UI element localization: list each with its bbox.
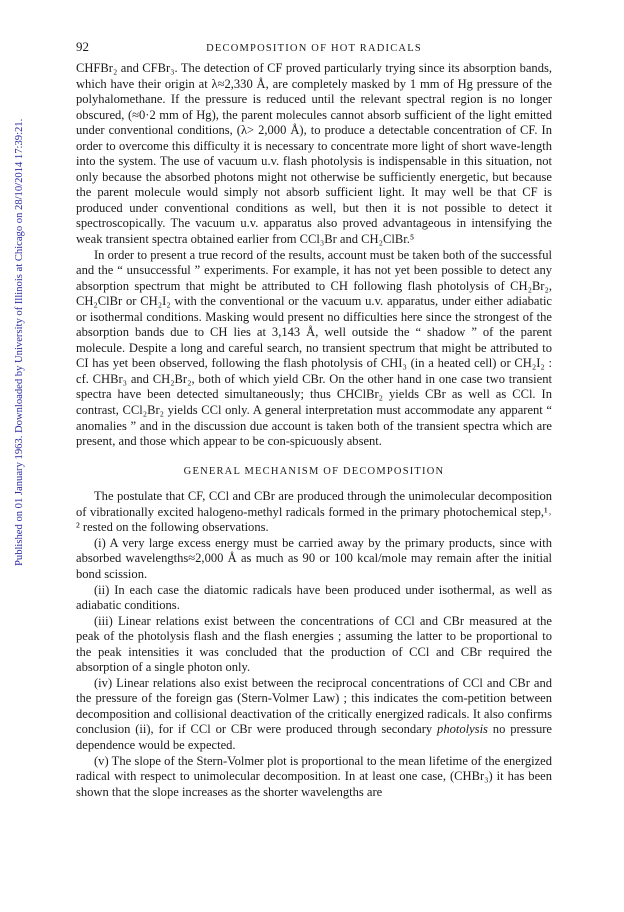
page-header	[76, 39, 552, 61]
paragraph-tail: no pressure dependence would be expected.	[76, 722, 552, 752]
paragraph: (i) A very large excess energy must be carried away by the primary products, since with absorbed wavelengths≈2,000 Å as much as 90 or 100 kcal/mole may remain after the initial bond scission.	[76, 535, 552, 581]
paragraph	[76, 676, 552, 754]
paragraph: (ii) In each case the diatomic radicals have been produced under isothermal, as well as adiabatic conditions.	[76, 582, 552, 613]
paragraph: The postulate that CF, CCl and CBr are produced through the unimolecular decomposition of vibrationally excited halogeno-methyl radicals formed in the primary photochemical step,¹˒ ² rested on the following observations.	[76, 489, 552, 535]
paragraph: CHFBr₂ and CFBr₃. The detection of CF proved particularly trying since its absorption bands, which have their origin at λ≈2,330 Å, are completely masked by 1 mm of Hg pressure of the polyhalomethane. If the pressure is reduced until the relevant spectral region is no longer obscured, (≈0·2 mm of Hg), the parent molecules cannot absorb sufficient of the light emitted under conventional conditions, (λ> 2,000 Å), to produce a detectable concentration of CF. In order to overcome this difficulty it is necessary to concentrate more light of short wave-length into the system. The use of vacuum u.v. flash photolysis is indispensable in this situation, not only because the absorbed photons might not otherwise be sufficiently energetic, but because the parent molecule would simply not absorb sufficient light. It may well be that CF is produced under conventional conditions as well, but then it is not possible to detect it spectroscopically. The vacuum u.v. apparatus also proved advantageous in intensifying the weak transient spectra obtained earlier from CCl₃Br and CH₂ClBr.⁵	[76, 61, 552, 247]
download-notice	[2, 96, 25, 566]
article-body	[76, 61, 552, 800]
section-heading: GENERAL MECHANISM OF DECOMPOSITION	[183, 465, 445, 477]
paragraph: (iii) Linear relations exist between the concentrations of CCl and CBr measured at the peak of the photolysis flash and the flash energies ; assuming the latter to be proportional to the peak intensities it was concluded that the production of CCl and CBr required the absorption of a single photon only.	[76, 613, 552, 675]
download-notice-text: Published on 01 January 1963. Downloaded by University of Illinois at Chicago on 28/10/2014 17:39:21.	[14, 118, 25, 566]
paragraph: (v) The slope of the Stern-Volmer plot is proportional to the mean lifetime of the energized radical with respect to unimolecular decomposition. In at least one case, (CHBr₃) it has been shown that the slope increases as the shorter wavelengths are	[76, 753, 552, 799]
page-number: 92	[76, 39, 89, 54]
running-head: DECOMPOSITION OF HOT RADICALS	[206, 43, 422, 54]
italic-term: photolysis	[437, 722, 488, 737]
paragraph-text: (iv) Linear relations also exist between the reciprocal concentrations of CCl and CBr and the pressure of the foreign gas (Stern-Volmer Law) ; this indicates the com-petition between decomposition and collisional deactivation of the critically energized radicals. It also confirms conclusion (ii), for if CCl or CBr were produced through secondary	[76, 675, 552, 737]
paragraph: In order to present a true record of the results, account must be taken both of the successful and the “ unsuccessful ” experiments. For example, it has not yet been possible to detect any absorption spectrum that might be attributed to CH following flash photolysis of CH₂Br₂, CH₂ClBr or CH₂I₂ with the conventional or the vacuum u.v. apparatus, under either adiabatic or isothermal conditions. Masking would present no difficulties here since the strongest of the absorption bands due to CH lies at 3,143 Å, well outside the “ shadow ” of the parent molecule. Despite a long and careful search, no transient spectrum that might be attributed to CI has yet been observed, following the flash photolysis of CHI₃ (in a heated cell) or CH₂I₂ : cf. CHBr₃ and CH₂Br₂, both of which yield CBr. On the other hand in one case two transient spectra have been detected simultaneously; thus CHClBr₂ yields CBr as well as CCl. In contrast, CCl₂Br₂ yields CCl only. A general interpretation must accommodate any apparent “ anomalies ” and in the discussion due account is taken both of the transient spectra which are present, and those which appear to be con-spicuously absent.	[76, 247, 552, 449]
page	[76, 39, 552, 800]
